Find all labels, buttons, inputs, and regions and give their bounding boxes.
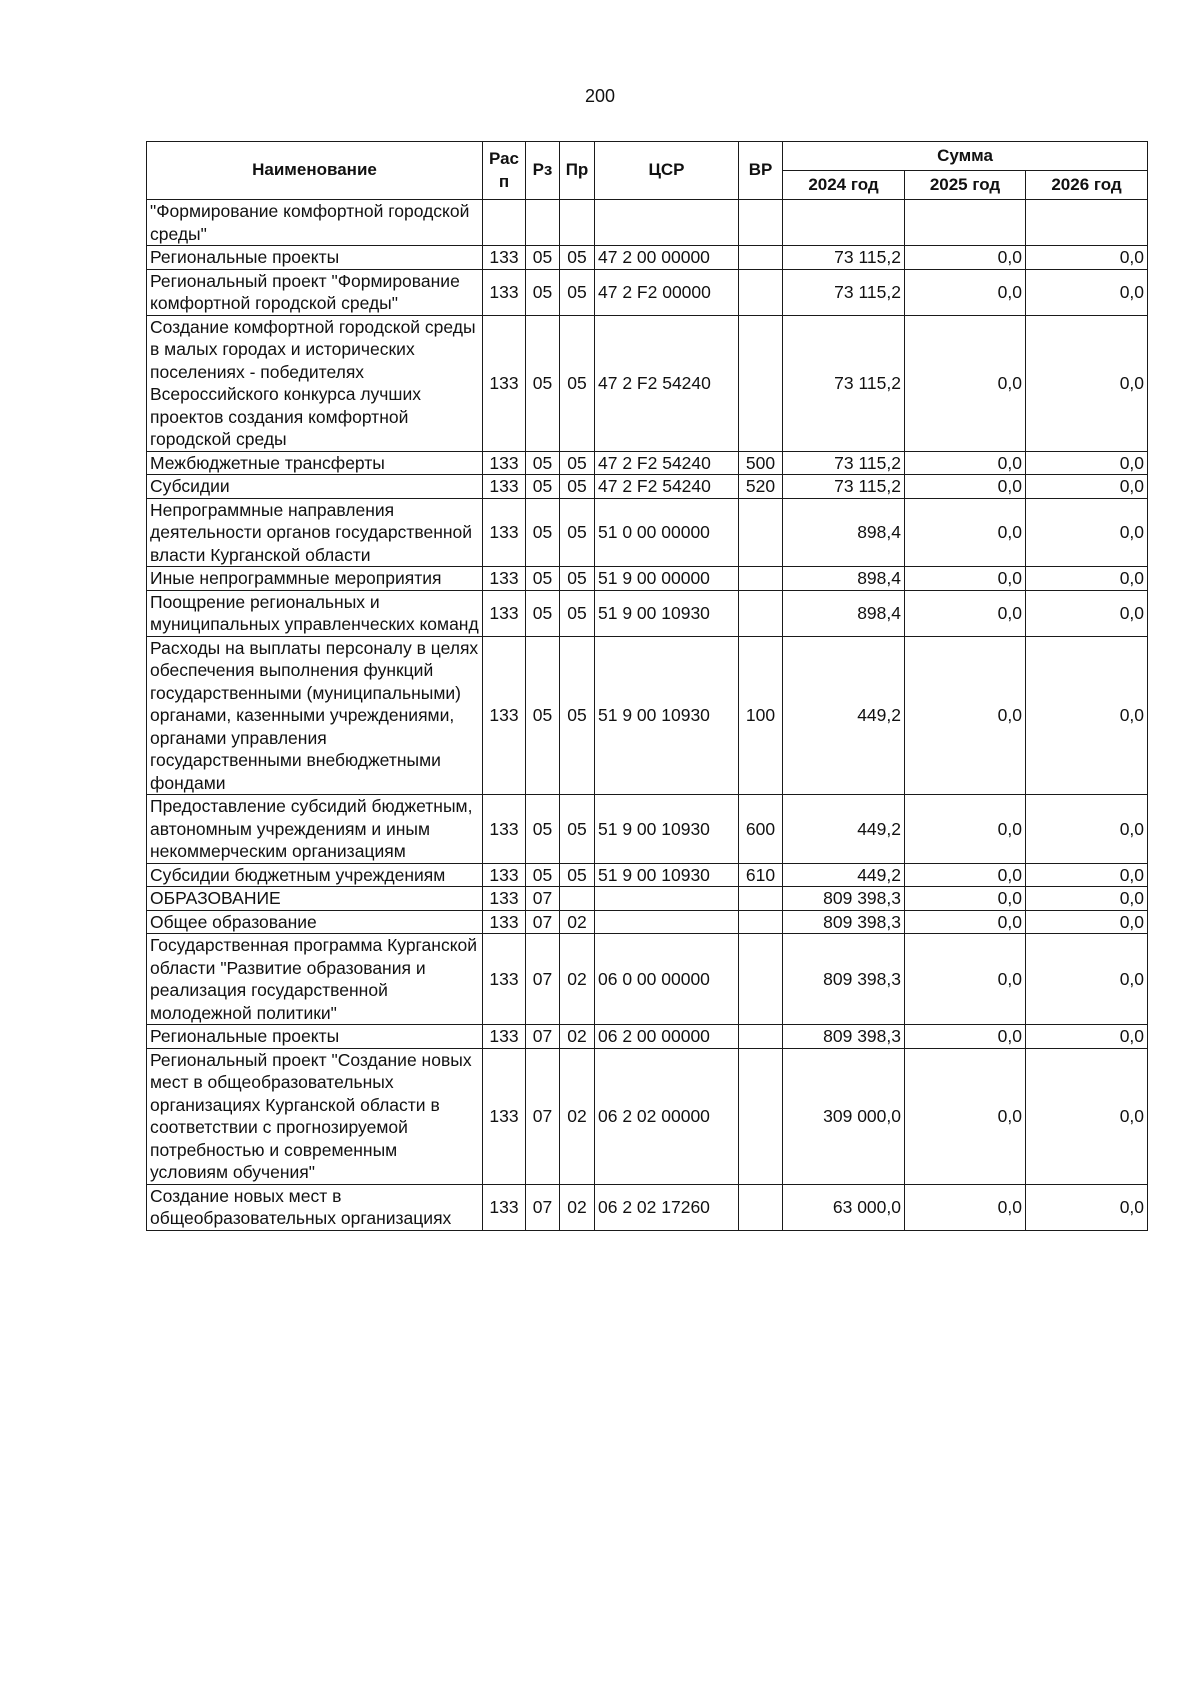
cell-sum-2026: 0,0: [1026, 795, 1148, 864]
cell-csr: 47 2 F2 54240: [595, 315, 739, 451]
cell-sum-2024: 63 000,0: [783, 1184, 905, 1230]
cell-sum-2026: 0,0: [1026, 934, 1148, 1025]
cell-sum-2025: 0,0: [905, 498, 1026, 567]
cell-csr: 47 2 F2 54240: [595, 475, 739, 499]
table-body: [147, 200, 1148, 1231]
cell-name: Межбюджетные трансферты: [147, 451, 483, 475]
cell-vr: [739, 1025, 783, 1049]
cell-rasp: 133: [483, 636, 526, 795]
cell-rasp: 133: [483, 887, 526, 911]
cell-sum-2026: 0,0: [1026, 246, 1148, 270]
cell-csr: [595, 200, 739, 246]
cell-csr: 06 2 02 17260: [595, 1184, 739, 1230]
cell-rasp: 133: [483, 498, 526, 567]
cell-sum-2025: 0,0: [905, 269, 1026, 315]
cell-sum-2025: 0,0: [905, 451, 1026, 475]
cell-pr: [560, 887, 595, 911]
cell-sum-2024: 809 398,3: [783, 887, 905, 911]
cell-sum-2025: [905, 200, 1026, 246]
table-row: [147, 451, 1148, 475]
cell-sum-2025: 0,0: [905, 475, 1026, 499]
cell-rz: 05: [526, 315, 560, 451]
table-row: [147, 887, 1148, 911]
cell-sum-2025: 0,0: [905, 1184, 1026, 1230]
table-row: [147, 1048, 1148, 1184]
header-vr: ВР: [739, 142, 783, 200]
cell-csr: 47 2 00 00000: [595, 246, 739, 270]
cell-sum-2024: 73 115,2: [783, 269, 905, 315]
cell-sum-2024: 809 398,3: [783, 1025, 905, 1049]
cell-name: Региональные проекты: [147, 1025, 483, 1049]
cell-rasp: 133: [483, 269, 526, 315]
cell-pr: 05: [560, 863, 595, 887]
cell-pr: 02: [560, 910, 595, 934]
cell-pr: 05: [560, 567, 595, 591]
cell-pr: 05: [560, 498, 595, 567]
cell-sum-2026: 0,0: [1026, 451, 1148, 475]
cell-rz: 05: [526, 636, 560, 795]
cell-rasp: 133: [483, 863, 526, 887]
cell-rz: 05: [526, 475, 560, 499]
cell-name: Предоставление субсидий бюджетным, автономным учреждениям и иным некоммерческим организациям: [147, 795, 483, 864]
cell-vr: 100: [739, 636, 783, 795]
cell-csr: 51 9 00 10930: [595, 636, 739, 795]
header-sum: Сумма: [783, 142, 1148, 171]
cell-vr: [739, 498, 783, 567]
cell-name: Непрограммные направления деятельности органов государственной власти Курганской области: [147, 498, 483, 567]
cell-pr: 05: [560, 269, 595, 315]
cell-vr: 500: [739, 451, 783, 475]
cell-rz: 07: [526, 1025, 560, 1049]
cell-vr: [739, 200, 783, 246]
cell-sum-2025: 0,0: [905, 934, 1026, 1025]
header-year-2026: 2026 год: [1026, 171, 1148, 200]
cell-pr: 05: [560, 475, 595, 499]
cell-pr: 05: [560, 636, 595, 795]
cell-sum-2026: 0,0: [1026, 910, 1148, 934]
cell-csr: 06 2 00 00000: [595, 1025, 739, 1049]
cell-sum-2026: 0,0: [1026, 887, 1148, 911]
header-rasp: Рас п: [483, 142, 526, 200]
cell-csr: 51 9 00 10930: [595, 795, 739, 864]
header-row-top: [147, 142, 1148, 171]
cell-rz: 05: [526, 863, 560, 887]
cell-rasp: 133: [483, 567, 526, 591]
cell-pr: 05: [560, 315, 595, 451]
budget-table: [146, 141, 1148, 1231]
table-row: [147, 910, 1148, 934]
cell-name: ОБРАЗОВАНИЕ: [147, 887, 483, 911]
cell-csr: 51 9 00 10930: [595, 863, 739, 887]
cell-rasp: 133: [483, 1025, 526, 1049]
cell-vr: [739, 1048, 783, 1184]
table-row: [147, 1184, 1148, 1230]
cell-sum-2025: 0,0: [905, 1048, 1026, 1184]
cell-rz: 05: [526, 246, 560, 270]
header-year-2024: 2024 год: [783, 171, 905, 200]
cell-rz: 05: [526, 269, 560, 315]
cell-csr: [595, 910, 739, 934]
cell-name: Региональные проекты: [147, 246, 483, 270]
table-row: [147, 1025, 1148, 1049]
cell-sum-2024: 898,4: [783, 498, 905, 567]
cell-sum-2024: 73 115,2: [783, 451, 905, 475]
cell-sum-2025: 0,0: [905, 863, 1026, 887]
cell-name: Создание новых мест в общеобразовательных организациях: [147, 1184, 483, 1230]
cell-sum-2025: 0,0: [905, 246, 1026, 270]
cell-csr: 51 9 00 00000: [595, 567, 739, 591]
cell-csr: 51 0 00 00000: [595, 498, 739, 567]
cell-sum-2024: [783, 200, 905, 246]
cell-name: Общее образование: [147, 910, 483, 934]
cell-rasp: 133: [483, 1184, 526, 1230]
cell-vr: [739, 246, 783, 270]
page-number: 200: [584, 86, 616, 106]
cell-rasp: 133: [483, 315, 526, 451]
table-row: [147, 567, 1148, 591]
cell-rz: 07: [526, 1184, 560, 1230]
cell-pr: 05: [560, 590, 595, 636]
table-row: [147, 795, 1148, 864]
cell-pr: 02: [560, 1025, 595, 1049]
cell-name: Региональный проект "Создание новых мест в общеобразовательных организациях Курганской области в соответствии с прогнозируемой потребностью и современным условиям обучения": [147, 1048, 483, 1184]
cell-rz: 05: [526, 567, 560, 591]
cell-sum-2026: [1026, 200, 1148, 246]
cell-sum-2026: 0,0: [1026, 315, 1148, 451]
cell-sum-2026: 0,0: [1026, 590, 1148, 636]
cell-pr: 05: [560, 795, 595, 864]
cell-rz: 05: [526, 451, 560, 475]
cell-vr: [739, 1184, 783, 1230]
table-row: [147, 863, 1148, 887]
cell-rasp: 133: [483, 910, 526, 934]
cell-rz: 05: [526, 498, 560, 567]
cell-pr: 05: [560, 451, 595, 475]
cell-csr: 06 0 00 00000: [595, 934, 739, 1025]
cell-sum-2026: 0,0: [1026, 475, 1148, 499]
cell-vr: 520: [739, 475, 783, 499]
cell-sum-2025: 0,0: [905, 887, 1026, 911]
cell-sum-2024: 449,2: [783, 636, 905, 795]
cell-sum-2026: 0,0: [1026, 498, 1148, 567]
cell-pr: [560, 200, 595, 246]
cell-sum-2025: 0,0: [905, 910, 1026, 934]
cell-name: "Формирование комфортной городской среды": [147, 200, 483, 246]
cell-rz: 07: [526, 887, 560, 911]
cell-rz: 07: [526, 934, 560, 1025]
cell-rasp: 133: [483, 1048, 526, 1184]
cell-name: Иные непрограммные мероприятия: [147, 567, 483, 591]
cell-sum-2024: 809 398,3: [783, 934, 905, 1025]
cell-sum-2026: 0,0: [1026, 636, 1148, 795]
cell-name: Создание комфортной городской среды в малых городах и исторических поселениях - победителях Всероссийского конкурса лучших проектов создания комфортной городской среды: [147, 315, 483, 451]
cell-name: Поощрение региональных и муниципальных управленческих команд: [147, 590, 483, 636]
cell-pr: 02: [560, 934, 595, 1025]
header-csr: ЦСР: [595, 142, 739, 200]
cell-sum-2026: 0,0: [1026, 1025, 1148, 1049]
cell-rasp: 133: [483, 246, 526, 270]
table-row: [147, 590, 1148, 636]
cell-pr: 05: [560, 246, 595, 270]
table-row: [147, 636, 1148, 795]
cell-sum-2024: 73 115,2: [783, 315, 905, 451]
cell-name: Субсидии: [147, 475, 483, 499]
cell-rz: [526, 200, 560, 246]
cell-name: Расходы на выплаты персоналу в целях обеспечения выполнения функций государственными (муниципальными) органами, казенными учреждениями, органами управления государственными внебюджетными фондами: [147, 636, 483, 795]
cell-sum-2024: 449,2: [783, 795, 905, 864]
cell-rasp: 133: [483, 795, 526, 864]
cell-sum-2024: 898,4: [783, 567, 905, 591]
cell-vr: [739, 910, 783, 934]
table-row: [147, 475, 1148, 499]
cell-sum-2025: 0,0: [905, 315, 1026, 451]
cell-csr: 06 2 02 00000: [595, 1048, 739, 1184]
cell-pr: 02: [560, 1048, 595, 1184]
cell-csr: 47 2 F2 00000: [595, 269, 739, 315]
cell-sum-2025: 0,0: [905, 567, 1026, 591]
cell-sum-2026: 0,0: [1026, 1184, 1148, 1230]
cell-csr: 47 2 F2 54240: [595, 451, 739, 475]
cell-pr: 02: [560, 1184, 595, 1230]
cell-sum-2025: 0,0: [905, 636, 1026, 795]
cell-sum-2026: 0,0: [1026, 863, 1148, 887]
cell-sum-2026: 0,0: [1026, 1048, 1148, 1184]
cell-sum-2026: 0,0: [1026, 567, 1148, 591]
cell-sum-2026: 0,0: [1026, 269, 1148, 315]
cell-sum-2025: 0,0: [905, 795, 1026, 864]
header-pr: Пр: [560, 142, 595, 200]
header-rz: Рз: [526, 142, 560, 200]
table-row: [147, 934, 1148, 1025]
table-row: [147, 498, 1148, 567]
cell-vr: [739, 269, 783, 315]
cell-sum-2025: 0,0: [905, 1025, 1026, 1049]
cell-vr: [739, 934, 783, 1025]
cell-sum-2024: 809 398,3: [783, 910, 905, 934]
cell-csr: [595, 887, 739, 911]
cell-vr: [739, 567, 783, 591]
cell-rasp: 133: [483, 475, 526, 499]
cell-vr: 600: [739, 795, 783, 864]
header-year-2025: 2025 год: [905, 171, 1026, 200]
cell-vr: [739, 315, 783, 451]
cell-name: Региональный проект "Формирование комфортной городской среды": [147, 269, 483, 315]
table-row: [147, 315, 1148, 451]
cell-rasp: 133: [483, 934, 526, 1025]
cell-rz: 07: [526, 910, 560, 934]
table-row: [147, 269, 1148, 315]
cell-name: Субсидии бюджетным учреждениям: [147, 863, 483, 887]
cell-name: Государственная программа Курганской области "Развитие образования и реализация государственной молодежной политики": [147, 934, 483, 1025]
cell-rz: 05: [526, 590, 560, 636]
cell-rz: 05: [526, 795, 560, 864]
cell-vr: [739, 887, 783, 911]
cell-rz: 07: [526, 1048, 560, 1184]
table-row: [147, 246, 1148, 270]
cell-rasp: [483, 200, 526, 246]
header-name: Наименование: [147, 142, 483, 200]
cell-sum-2025: 0,0: [905, 590, 1026, 636]
cell-sum-2024: 73 115,2: [783, 475, 905, 499]
cell-rasp: 133: [483, 590, 526, 636]
cell-sum-2024: 449,2: [783, 863, 905, 887]
cell-vr: 610: [739, 863, 783, 887]
cell-sum-2024: 898,4: [783, 590, 905, 636]
cell-sum-2024: 73 115,2: [783, 246, 905, 270]
cell-vr: [739, 590, 783, 636]
cell-csr: 51 9 00 10930: [595, 590, 739, 636]
cell-rasp: 133: [483, 451, 526, 475]
table-row: [147, 200, 1148, 246]
cell-sum-2024: 309 000,0: [783, 1048, 905, 1184]
